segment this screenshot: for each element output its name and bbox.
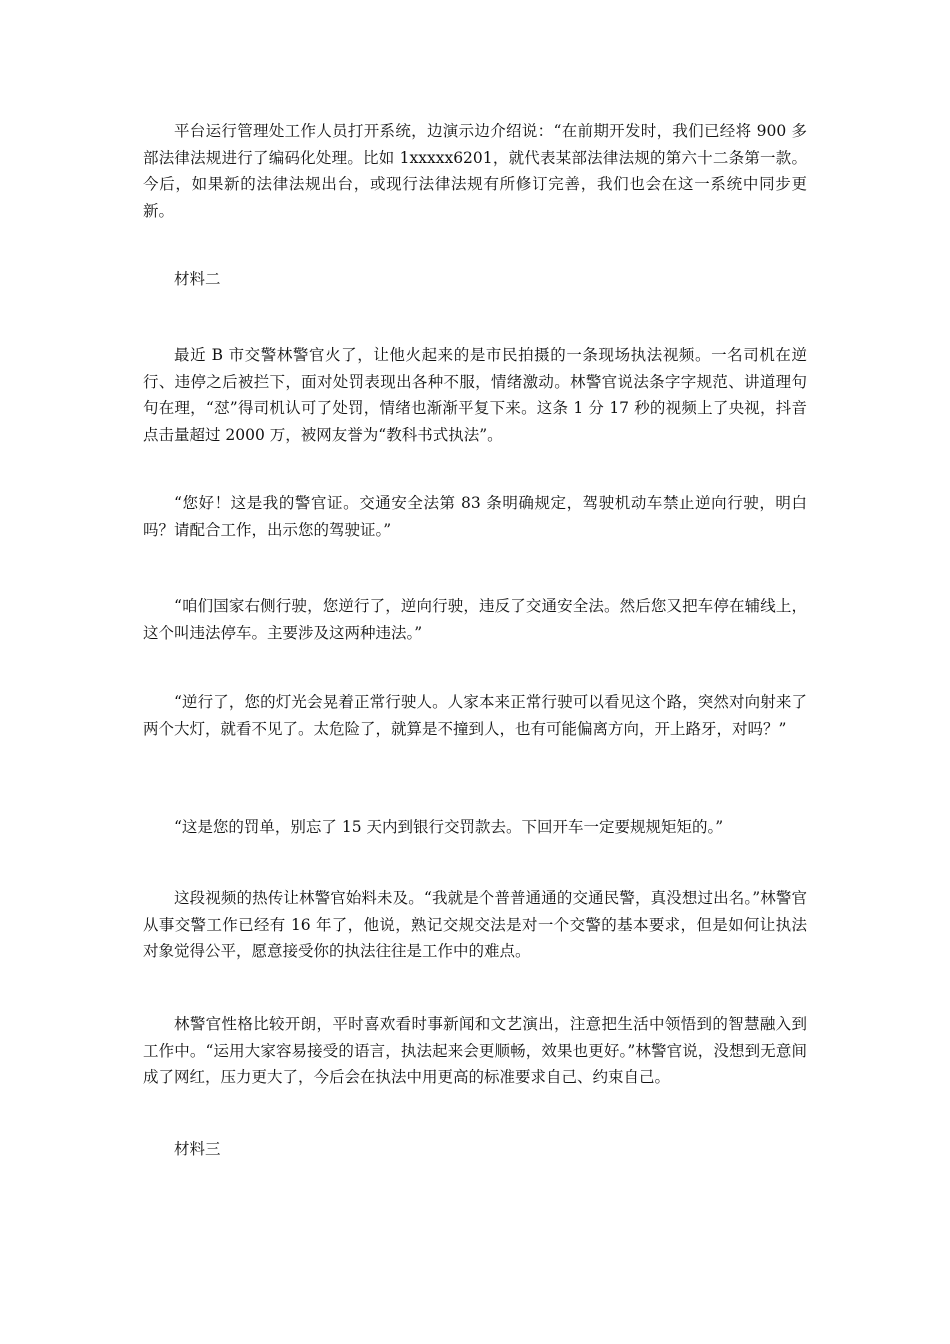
section-heading-material-three: 材料三 (174, 1140, 221, 1158)
paragraph-quote-right-side-driving: “咱们国家右侧行驶，您逆行了，逆向行驶，违反了交通安全法。然后您又把车停在辅线上，这个叫违法停车。主要涉及这两种违法。” (143, 597, 807, 642)
paragraph-video-popularity: 这段视频的热传让林警官始料未及。“我就是个普普通通的交通民警，真没想过出名。”林警官从事交警工作已经有 16 年了，他说，熟记交规交法是对一个交警的基本要求，但是如何让执法对象觉得公平，愿意接受你的执法往往是工作中的难点。 (143, 889, 807, 960)
paragraph-quote-police-id: “您好！这是我的警官证。交通安全法第 83 条明确规定，驾驶机动车禁止逆向行驶，明白吗？请配合工作，出示您的驾驶证。” (143, 494, 807, 539)
section-heading-material-two: 材料二 (174, 270, 221, 288)
paragraph-quote-fine-ticket: “这是您的罚单，别忘了 15 天内到银行交罚款去。下回开车一定要规规矩矩的。” (174, 818, 724, 836)
paragraph-officer-personality: 林警官性格比较开朗，平时喜欢看时事新闻和文艺演出，注意把生活中领悟到的智慧融入到工作中。“运用大家容易接受的语言，执法起来会更顺畅，效果也更好。”林警官说，没想到无意间成了网红，压力更大了，今后会在执法中用更高的标准要求自己、约束自己。 (143, 1015, 807, 1086)
paragraph-platform-system: 平台运行管理处工作人员打开系统，边演示边介绍说：“在前期开发时，我们已经将 900 多部法律法规进行了编码化处理。比如 1xxxxx6201，就代表某部法律法规的第六十二条第一款。今后，如果新的法律法规出台，或现行法律法规有所修订完善，我们也会在这一系统中同步更新。 (143, 122, 807, 220)
paragraph-officer-lin-video: 最近 B 市交警林警官火了，让他火起来的是市民拍摄的一条现场执法视频。一名司机在逆行、违停之后被拦下，面对处罚表现出各种不服，情绪激动。林警官说法条字字规范、讲道理句句在理，“怼”得司机认可了处罚，情绪也渐渐平复下来。这条 1 分 17 秒的视频上了央视，抖音点击量超过 2000 万，被网友誉为“教科书式执法”。 (143, 346, 807, 444)
paragraph-quote-headlights: “逆行了，您的灯光会晃着正常行驶人。人家本来正常行驶可以看见这个路，突然对向射来了两个大灯，就看不见了。太危险了，就算是不撞到人，也有可能偏离方向，开上路牙，对吗？” (143, 693, 807, 738)
